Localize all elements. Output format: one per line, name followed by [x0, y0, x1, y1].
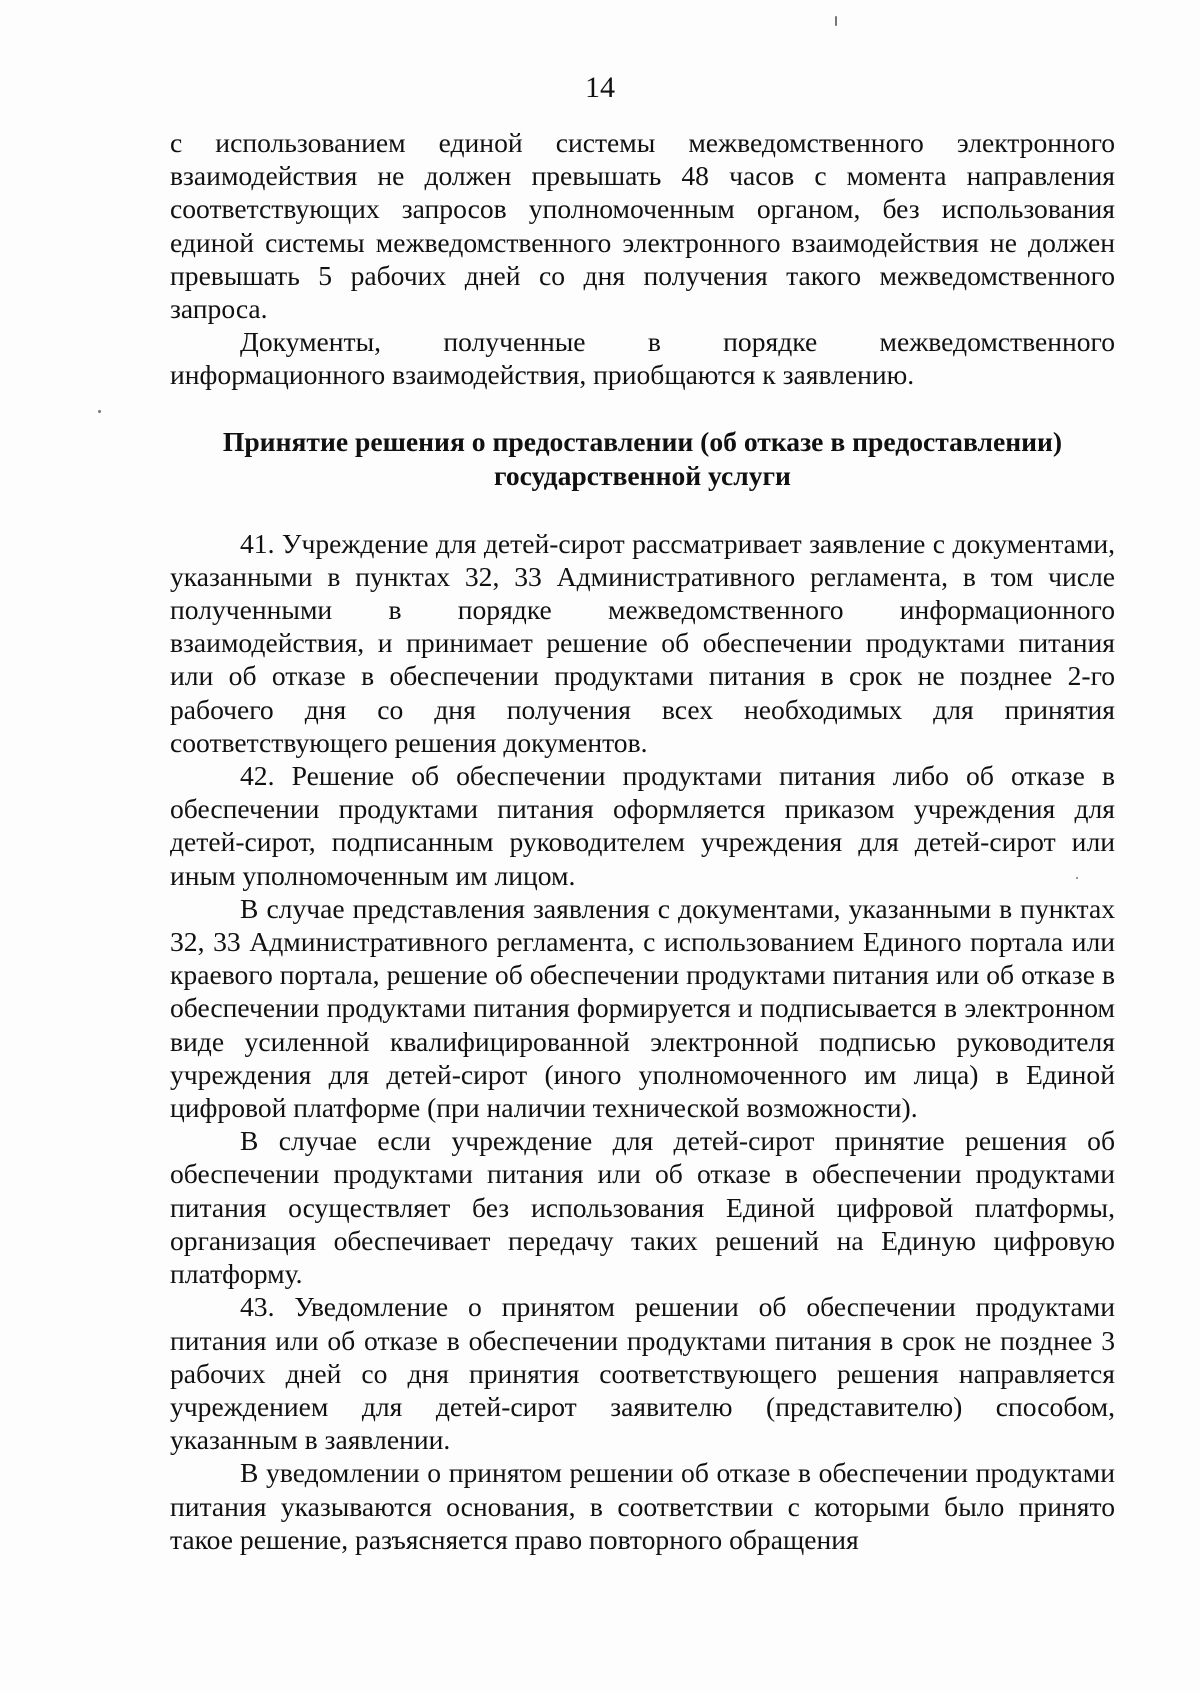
paragraph-item-43: 43. Уведомление о принятом решении об обеспечении продуктами питания или об отказе в обеспечении продуктами питания в срок не позднее 3 рабочих дней со дня принятия соответствующего решения направляется учреждением для детей-сирот заявителю (представителю) способом, указанным в заявлении.: [170, 1291, 1115, 1456]
document-body: [170, 126, 1115, 1556]
section-heading-line-1: Принятие решения о предоставлении (об отказе в предоставлении): [222, 425, 1063, 457]
section-heading: [170, 425, 1115, 493]
paragraph-continuation: с использованием единой системы межведомственного электронного взаимодействия не должен превышать 48 часов с момента направления соответствующих запросов уполномоченным органом, без использования единой системы межведомственного электронного взаимодействия не должен превышать 5 рабочих дней со дня получения такого межведомственного запроса.: [170, 127, 1115, 325]
scan-speck: [835, 16, 837, 26]
scan-speck: [98, 410, 101, 413]
paragraph-documents-received: Документы, полученные в порядке межведомственного информационного взаимодействия, приобщаются к заявлению.: [170, 326, 1115, 391]
page-number: 14: [585, 71, 615, 104]
paragraph-refusal-notice: В уведомлении о принятом решении об отказе в обеспечении продуктами питания указываются основания, в соответствии с которыми было принято такое решение, разъясняется право повторного обращения: [170, 1457, 1115, 1555]
paragraph-item-41: 41. Учреждение для детей-сирот рассматривает заявление с документами, указанными в пунктах 32, 33 Административного регламента, в том числе полученными в порядке межведомственного информационного взаимодействия, и принимает решение об обеспечении продуктами питания или об отказе в обеспечении продуктами питания в срок не позднее 2-го рабочего дня со дня получения всех необходимых для принятия соответствующего решения документов.: [170, 527, 1115, 758]
paragraph-digital-platform: В случае если учреждение для детей-сирот принятие решения об обеспечении продуктами питания или об отказе в обеспечении продуктами питания осуществляет без использования Единой цифровой платформы, организация обеспечивает передачу таких решений на Единую цифровую платформу.: [170, 1125, 1115, 1290]
section-heading-line-2: государственной услуги: [494, 459, 791, 491]
paragraph-electronic-signature: В случае представления заявления с документами, указанными в пунктах 32, 33 Административного регламента, с использованием Единого портала или краевого портала, решение об обеспечении продуктами питания или об отказе в обеспечении продуктами питания формируется и подписывается в электронном виде усиленной квалифицированной электронной подписью руководителя учреждения для детей-сирот (иного уполномоченного им лица) в Единой цифровой платформе (при наличии технической возможности).: [170, 892, 1115, 1124]
paragraph-item-42: 42. Решение об обеспечении продуктами питания либо об отказе в обеспечении продуктами питания оформляется приказом учреждения для детей-сирот, подписанным руководителем учреждения для детей-сирот или иным уполномоченным им лицом.: [170, 760, 1115, 891]
